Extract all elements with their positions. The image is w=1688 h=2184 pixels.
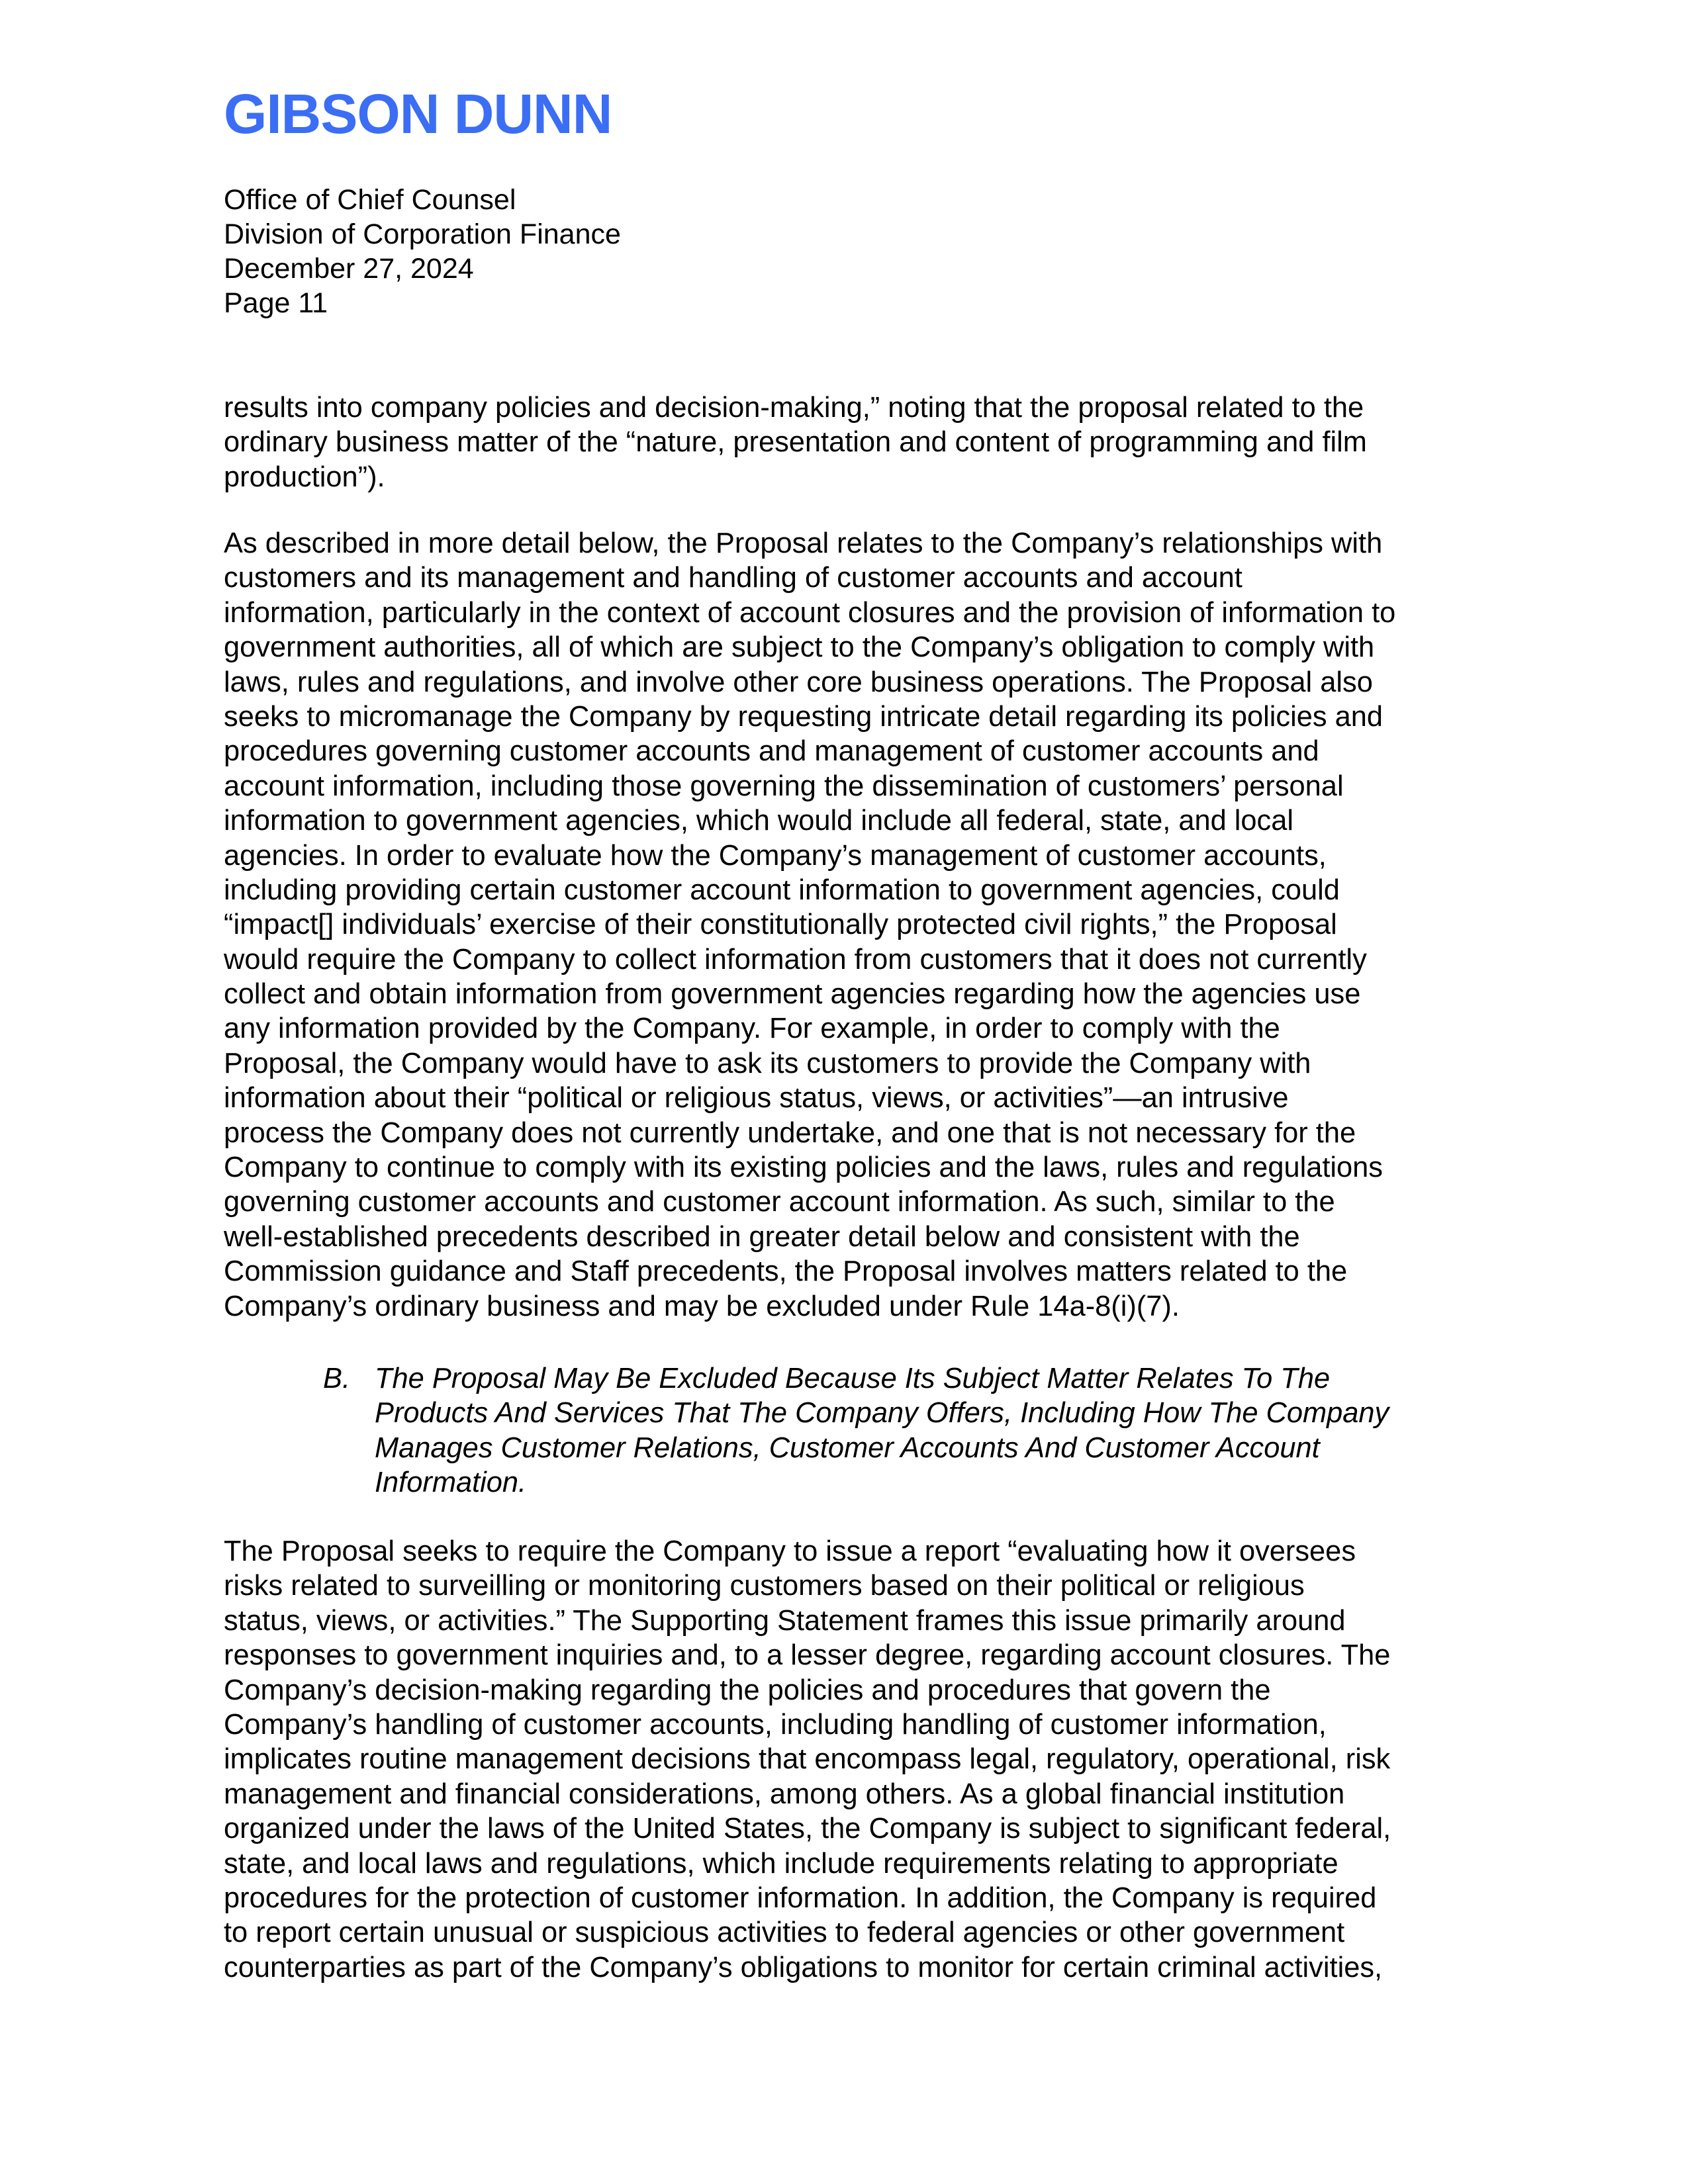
text-line: seeks to micromanage the Company by requesting intricate detail regarding its policies and — [224, 700, 1383, 733]
recipient-office: Office of Chief Counsel — [224, 184, 516, 216]
text-line: government authorities, all of which are subject to the Company’s obligation to comply with — [224, 631, 1375, 664]
text-line: Company’s handling of customer accounts, including handling of customer information, — [224, 1708, 1327, 1741]
paragraph-continued — [224, 390, 1468, 494]
text-line: As described in more detail below, the Proposal relates to the Company’s relationships with — [224, 527, 1383, 559]
heading-line: Products And Services That The Company Offers, Including How The Company — [375, 1397, 1389, 1430]
letter-header — [224, 183, 621, 320]
text-line: procedures for the protection of customer information. In addition, the Company is required — [224, 1882, 1377, 1914]
text-line: governing customer accounts and customer account information. As such, similar to the — [224, 1186, 1335, 1218]
text-line: “impact[] individuals’ exercise of their constitutionally protected civil rights,” the Proposal — [224, 909, 1337, 941]
text-line: any information provided by the Company. For example, in order to comply with the — [224, 1013, 1280, 1045]
text-line: agencies. In order to evaluate how the Company’s management of customer accounts, — [224, 839, 1327, 872]
text-line: including providing certain customer account information to government agencies, could — [224, 874, 1340, 906]
text-line: state, and local laws and regulations, which include requirements relating to appropriate — [224, 1847, 1338, 1880]
text-line: process the Company does not currently undertake, and one that is not necessary for the — [224, 1116, 1356, 1149]
text-line: Proposal, the Company would have to ask its customers to provide the Company with — [224, 1047, 1311, 1079]
text-line: laws, rules and regulations, and involve other core business operations. The Proposal also — [224, 666, 1373, 698]
text-line: would require the Company to collect information from customers that it does not currently — [224, 943, 1367, 976]
text-line: information to government agencies, which would include all federal, state, and local — [224, 805, 1294, 837]
text-line: ordinary business matter of the “nature, presentation and content of programming and film — [224, 426, 1367, 459]
heading-line: Manages Customer Relations, Customer Accounts And Customer Account — [375, 1432, 1320, 1464]
text-line: information, particularly in the context of account closures and the provision of information to — [224, 596, 1396, 629]
letter-date: December 27, 2024 — [224, 253, 474, 285]
paragraph-proposal-description — [224, 526, 1468, 1324]
heading-line: Information. — [375, 1467, 527, 1499]
text-line: Company to continue to comply with its existing policies and the laws, rules and regulations — [224, 1152, 1383, 1184]
text-line: risks related to surveilling or monitoring customers based on their political or religious — [224, 1570, 1305, 1602]
text-line: Commission guidance and Staff precedents, the Proposal involves matters related to the — [224, 1255, 1348, 1288]
text-line: well-established precedents described in greater detail below and consistent with the — [224, 1220, 1300, 1253]
text-line: management and financial considerations, among others. As a global financial institution — [224, 1778, 1345, 1810]
text-line: procedures governing customer accounts and management of customer accounts and — [224, 735, 1319, 768]
text-line: collect and obtain information from government agencies regarding how the agencies use — [224, 978, 1361, 1011]
text-line: responses to government inquiries and, to a lesser degree, regarding account closures. The — [224, 1639, 1391, 1672]
text-line: organized under the laws of the United States, the Company is subject to significant federal, — [224, 1813, 1391, 1845]
section-heading-text — [375, 1361, 1389, 1500]
text-line: production”). — [224, 461, 385, 493]
text-line: results into company policies and decision-making,” noting that the proposal related to the — [224, 392, 1364, 424]
text-line: counterparties as part of the Company’s obligations to monitor for certain criminal activities, — [224, 1951, 1383, 1983]
text-line: Company’s decision-making regarding the policies and procedures that govern the — [224, 1674, 1271, 1706]
text-line: to report certain unusual or suspicious activities to federal agencies or other government — [224, 1917, 1345, 1949]
firm-logo: GIBSON DUNN — [224, 83, 612, 145]
text-line: customers and its management and handling of customer accounts and account — [224, 562, 1243, 594]
text-line: The Proposal seeks to require the Company to issue a report “evaluating how it oversees — [224, 1535, 1356, 1567]
page-number: Page 11 — [224, 287, 328, 319]
section-marker: B. — [323, 1363, 350, 1394]
text-line: status, views, or activities.” The Supporting Statement frames this issue primarily around — [224, 1604, 1346, 1637]
text-line: Company’s ordinary business and may be excluded under Rule 14a-8(i)(7). — [224, 1290, 1180, 1322]
text-line: account information, including those governing the dissemination of customers’ personal — [224, 770, 1344, 802]
text-line: information about their “political or religious status, views, or activities”—an intrusive — [224, 1082, 1289, 1115]
recipient-division: Division of Corporation Finance — [224, 218, 621, 250]
paragraph-report-request — [224, 1534, 1468, 1985]
text-line: implicates routine management decisions that encompass legal, regulatory, operational, risk — [224, 1743, 1391, 1776]
heading-line: The Proposal May Be Excluded Because Its Subject Matter Relates To The — [375, 1363, 1331, 1394]
